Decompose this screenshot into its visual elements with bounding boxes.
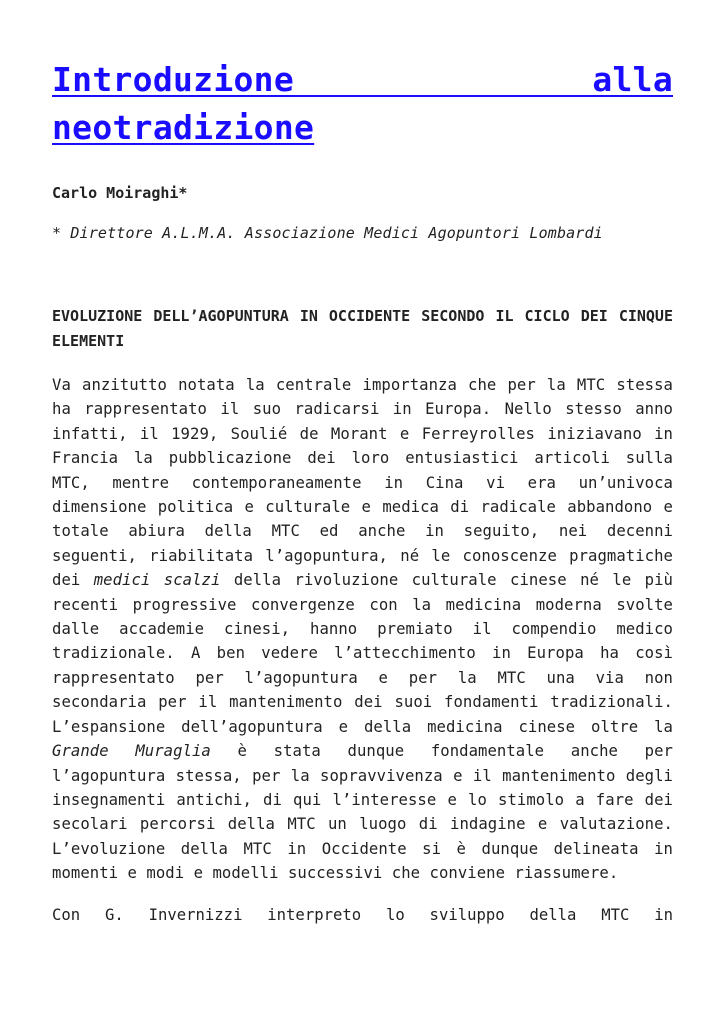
paragraph-text: della rivoluzione culturale cinese né le più recenti progressive convergenze con la medicina moderna svolte dalle accademie cinesi, hanno premiato il compendio medico tradizionale. A ben vedere l’attecchimento in Europa ha così rappresentato per l’agopuntura e per la MTC una via non secondaria per il mantenimento dei suoi fondamenti tradizionali. L’espansione dell’agopuntura e della medicina cinese oltre la (52, 571, 673, 736)
paragraph-text: Va anzitutto notata la centrale importanza che per la MTC stessa ha rappresentato il suo radicarsi in Europa. Nello stesso anno infatti, il 1929, Soulié de Morant e Ferreyrolles iniziavano in Francia la pubblicazione dei loro entusiastici articoli sulla MTC, mentre contemporaneamente in Cina vi era un’univoca dimensione politica e culturale e medica di radicale abbandono e totale abiura della MTC ed anche in seguito, nei decenni seguenti, riabilitata l’agopuntura, né le conoscenze pragmatiche dei (52, 376, 673, 590)
article-title-link[interactable]: Introduzione alla neotradizione (52, 60, 673, 147)
body-paragraph (52, 373, 673, 886)
paragraph-text: è stata dunque fondamentale anche per l’agopuntura stessa, per la sopravvivenza e il mantenimento degli insegnamenti antichi, di qui l’interesse e lo stimolo a fare dei secolari percorsi della MTC un luogo di indagine e valutazione. L’evoluzione della MTC in Occidente si è dunque delineata in momenti e modi e modelli successivi che conviene riassumere. (52, 742, 673, 883)
body-paragraph: Con G. Invernizzi interpreto lo sviluppo della MTC in (52, 905, 673, 924)
author-affiliation: * Direttore A.L.M.A. Associazione Medici Agopuntori Lombardi (52, 224, 603, 242)
article (52, 56, 673, 927)
author-name: Carlo Moiraghi* (52, 184, 188, 202)
section-heading: EVOLUZIONE DELL’AGOPUNTURA IN OCCIDENTE SECONDO IL CICLO DEI CINQUE ELEMENTI (52, 307, 673, 350)
italic-term: Grande Muraglia (52, 742, 211, 761)
italic-term: medici scalzi (93, 571, 221, 590)
article-title (52, 56, 673, 152)
